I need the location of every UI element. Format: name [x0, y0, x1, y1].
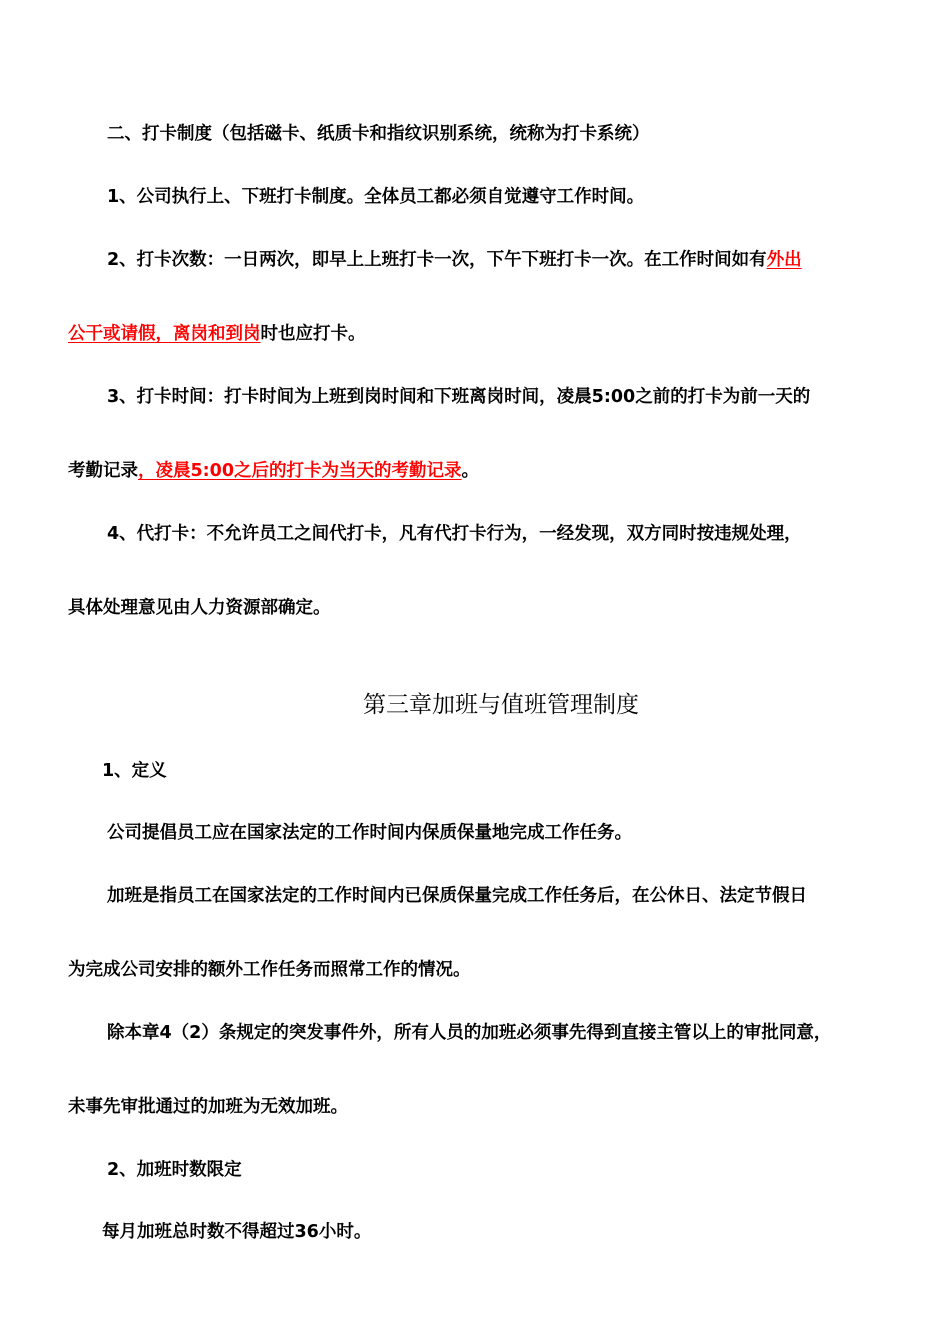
section-2-title: 二、打卡制度（包括磁卡、纸质卡和指纹识别系统，统称为打卡系统） — [107, 124, 650, 144]
definition-p3-line-1: 除本章4（2）条规定的突发事件外，所有人员的加班必须事先得到直接主管以上的审批同意， — [107, 1023, 832, 1043]
limit-p1: 每月加班总时数不得超过36小时。 — [102, 1222, 372, 1242]
limit-title: 2、加班时数限定 — [107, 1160, 242, 1180]
rule-3-line-1: 3、打卡时间：打卡时间为上班到岗时间和下班离岗时间，凌晨5:00之前的打卡为前一天的 — [107, 387, 811, 407]
rule-2-text: 2、打卡次数：一日两次，即早上上班打卡一次，下午下班打卡一次。在工作时间如有 — [107, 250, 767, 270]
definition-p1: 公司提倡员工应在国家法定的工作时间内保质保量地完成工作任务。 — [107, 823, 632, 843]
rule-2-highlight: 外出 — [766, 250, 802, 270]
rule-3-text: 考勤记录 — [68, 461, 138, 481]
chapter-3-title: 第三章加班与值班管理制度 — [363, 692, 639, 718]
definition-title: 1、定义 — [102, 761, 167, 781]
rule-4-line-2: 具体处理意见由人力资源部确定。 — [68, 598, 331, 618]
rule-2-highlight-cont: 公干或请假，离岗和到岗 — [68, 324, 261, 344]
rule-1: 1、公司执行上、下班打卡制度。全体员工都必须自觉遵守工作时间。 — [107, 187, 645, 207]
rule-2-text-cont: 时也应打卡。 — [260, 324, 366, 344]
rule-3-end: 。 — [461, 461, 480, 481]
rule-4-line-1: 4、代打卡：不允许员工之间代打卡，凡有代打卡行为，一经发现，双方同时按违规处理， — [107, 524, 802, 544]
rule-2-line-2 — [68, 322, 366, 346]
rule-2-line-1 — [107, 248, 802, 272]
definition-p2-line-2: 为完成公司安排的额外工作任务而照常工作的情况。 — [68, 960, 471, 980]
rule-3-line-2 — [68, 459, 479, 483]
definition-p2-line-1: 加班是指员工在国家法定的工作时间内已保质保量完成工作任务后，在公休日、法定节假日 — [107, 886, 807, 906]
rule-3-highlight: ，凌晨5:00之后的打卡为当天的考勤记录 — [138, 461, 462, 481]
definition-p3-line-2: 未事先审批通过的加班为无效加班。 — [68, 1097, 348, 1117]
